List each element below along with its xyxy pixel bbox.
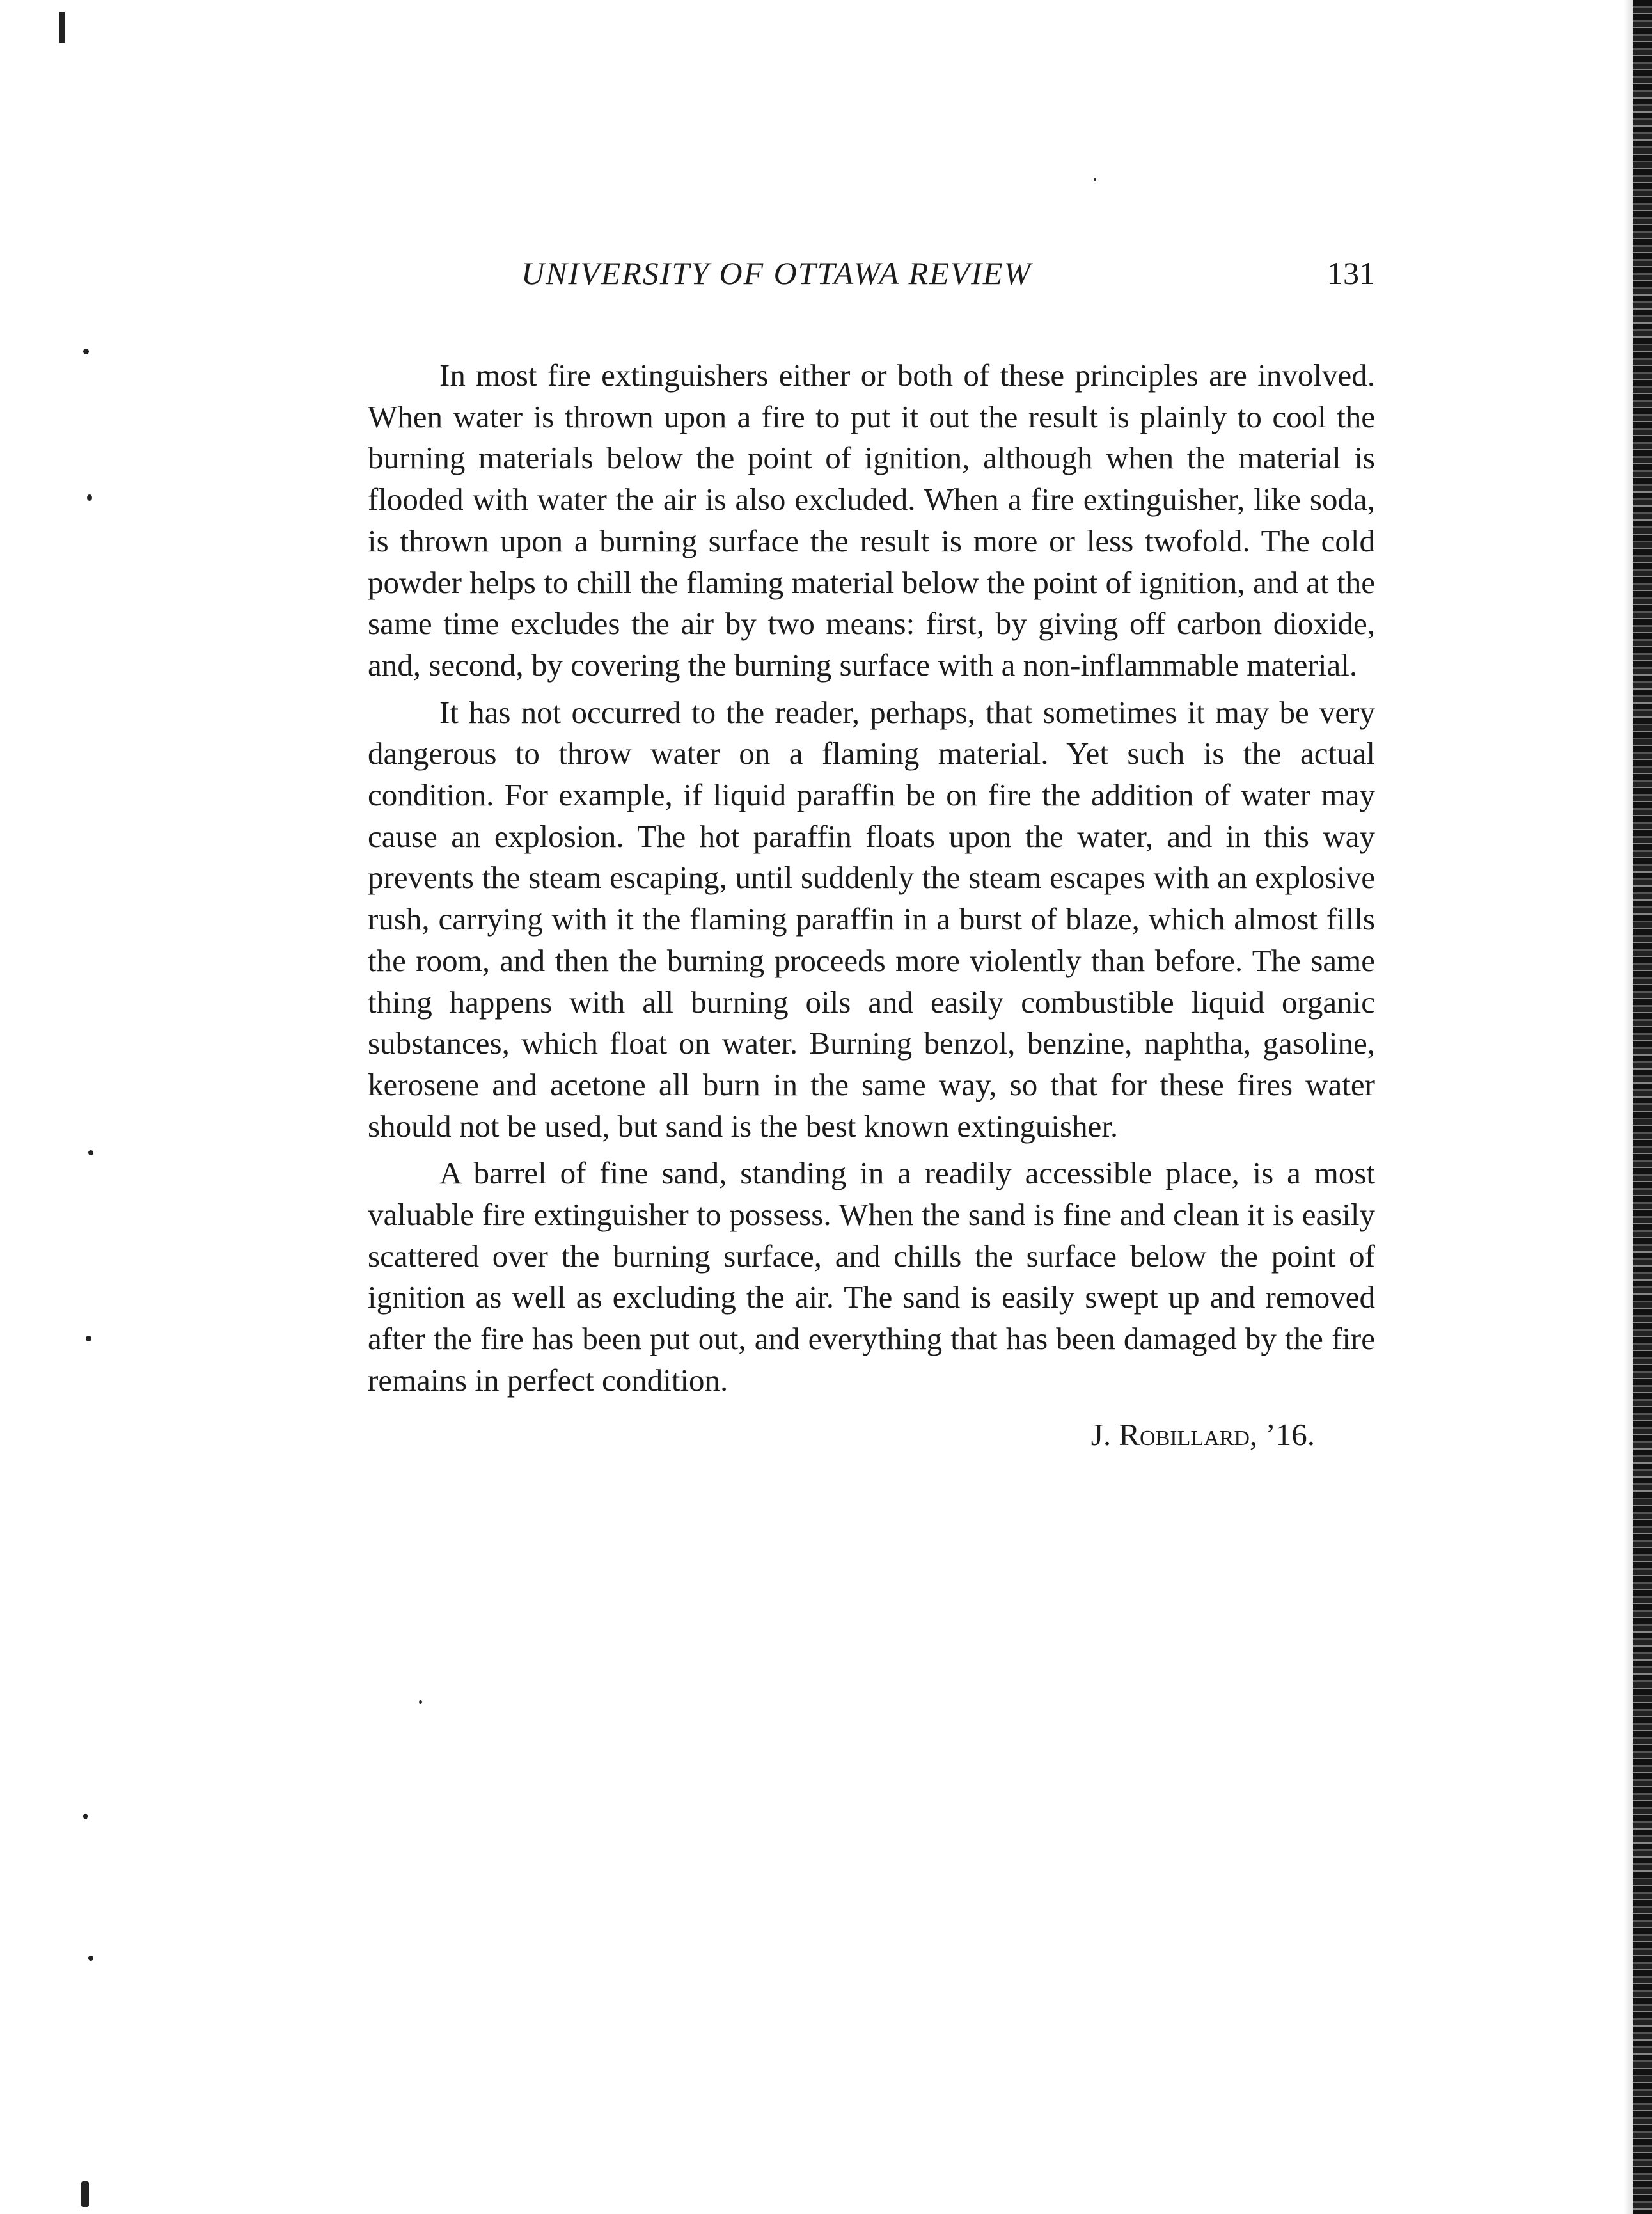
- scan-speck: [88, 1150, 93, 1155]
- scan-speck: [419, 1700, 422, 1704]
- article-body: [368, 355, 1375, 1455]
- author-initial: J.: [1090, 1416, 1112, 1452]
- paragraph: A barrel of fine sand, standing in a readily accessible place, is a most valuable fire extinguisher to possess. When the sand is fine and clean it is easily scattered over the burning surface, and chills the surface below the point of ignition as well as excluding the air. The sand is easily swept up and removed after the fire has been put out, and everything that has been damaged by the fire remains in perfect condition.: [368, 1155, 1375, 1398]
- scan-speck: [83, 1814, 88, 1819]
- author-year: , ’16.: [1249, 1416, 1315, 1452]
- page-header: [368, 251, 1375, 296]
- scan-speck: [88, 1956, 93, 1961]
- binding-edge: [1633, 0, 1652, 2214]
- scan-speck: [83, 349, 89, 354]
- scan-speck: [87, 494, 92, 501]
- author-signature: [368, 1414, 1375, 1455]
- scan-speck: [86, 1336, 91, 1341]
- paragraph: In most fire extinguishers either or both of these principles are involved. When water is thrown upon a fire to put it out the result is plainly to cool the burning materials below the point of ignition, although when the material is flooded with water the air is also excluded. When a fire extinguisher, like soda, is thrown upon a burning surface the result is more or less twofold. The cold powder helps to chill the flaming material below the point of ignition, and at the same time excludes the air by two means: first, by giving off carbon dioxide, and, second, by covering the burning surface with a non-inflammable material.: [368, 358, 1375, 683]
- paragraph: It has not occurred to the reader, perhaps, that sometimes it may be very dangerous to throw water on a flaming material. Yet such is the actual condition. For example, if liquid paraffin be on fire the addition of water may cause an explosion. The hot paraffin floats upon the water, and in this way prevents the steam escaping, until suddenly the steam escapes with an explosive rush, carrying with it the flaming paraffin in a burst of blaze, which almost fills the room, and then the burning proceeds more violently than before. The same thing happens with all burning oils and easily combustible liquid organic substances, which float on water. Burning benzol, benzine, naphtha, gasoline, kerosene and acetone all burn in the same way, so that for these fires water should not be used, but sand is the best known extinguisher.: [368, 694, 1375, 1144]
- page-number: 131: [1327, 255, 1375, 291]
- scan-speck: [1094, 178, 1096, 181]
- binding-shadow: [1624, 0, 1633, 2214]
- scan-speck: [81, 2181, 89, 2207]
- scan-speck: [59, 12, 65, 43]
- running-title: UNIVERSITY OF OTTAWA REVIEW: [521, 255, 1032, 291]
- author-surname: Robillard: [1119, 1416, 1250, 1452]
